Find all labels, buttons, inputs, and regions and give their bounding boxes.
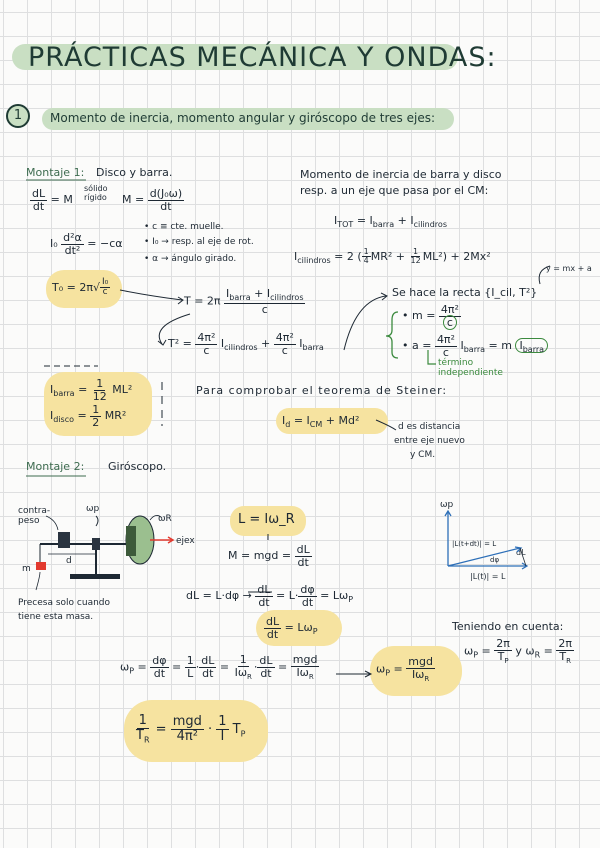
teniendo-text: Teniendo en cuenta: [452, 620, 564, 633]
eq-m: • m = $\frac{\text{4π²}}{c}$ [402, 303, 459, 329]
steiner-arrow [376, 420, 396, 430]
termino-text: término independiente [438, 358, 503, 378]
eq-final: $\frac{1}{T_R}$ = $\frac{\text{mgd}}{\text{4π²}}$ · $\frac{1}{I}$ $T_P$ [136, 713, 246, 745]
eq-motion: I₀ $\frac{\text{d²α}}{\text{dt²}}$ = −cα [50, 231, 123, 257]
momento-text-1: Momento de inercia de barra y disco [300, 168, 502, 181]
montaje2-label: Montaje 2: [26, 460, 85, 473]
vec-Lt-label: |L(t)| = L [470, 572, 506, 581]
label-contrapeso: contra-peso [18, 506, 51, 526]
section-heading: Momento de inercia, momento angular y giróscopo de tres ejes: [50, 111, 436, 125]
recta-note: y = mx + a [546, 264, 592, 273]
eq-rigid-right: M = $\frac{\text{d(J₀ω)}}{dt}$ [122, 187, 183, 213]
label-wp: ωp [86, 504, 100, 514]
eq-wp-chain: $\omega_P$ = $\frac{d\varphi}{dt}$ = $\frac{1}{L}$ · $\frac{dL}{dt}$ = $\frac{1}{I\omega_R}$ · $\frac{dL}{dt}$ = $\frac{\text{mgd}}{I\omega_R}$ [120, 653, 318, 681]
eq-Idisco: $I_{disco}$ = $\frac{1}{2}$ MR² [50, 403, 127, 429]
gyroscope-drawing [36, 515, 173, 590]
steiner-text: Para comprobar el teorema de Steiner: [196, 384, 448, 397]
rigid-note: sólido rígido [84, 184, 108, 202]
page-title: PRÁCTICAS MECÁNICA Y ONDAS: [28, 42, 497, 73]
eq-a: • a = $\frac{\text{4π²}}{c}$ $I_{barra} = m$ $I_{barra}$ [402, 334, 548, 358]
arrow-head-2 [158, 340, 166, 345]
momento-text-2: resp. a un eje que pasa por el CM: [300, 184, 489, 197]
vec-Ltdt-label: |L(t+dt)| = L [452, 540, 497, 548]
eq-Ibarra: $I_{barra}$ = $\frac{1}{12}$ ML² [50, 377, 133, 403]
steiner-note-2: entre eje nuevo [394, 436, 465, 446]
eq-Itot: $I_{TOT} = I_{barra} + I_{cilindros}$ [334, 214, 447, 230]
eq-Icil: $I_{cilindros} = 2$ ( $\frac{1}{4}$ MR² + $\frac{1}{12}$ ML²) + 2Mx² [294, 247, 491, 266]
arrow-T-T2 [159, 314, 190, 344]
montaje2-desc: Giróscopo. [108, 460, 167, 473]
eq-rigid-left: $\frac{dL}{dt}$ = M [32, 187, 73, 213]
arrow-recta-note [539, 266, 550, 284]
section-number: 1 [6, 104, 30, 128]
eq-T0: T₀ = 2π√ $\frac{\text{I₀}}{c}$ [52, 277, 109, 298]
vec-dL-label: dL [516, 548, 526, 557]
eq-wp: $\omega_P$ = $\frac{\text{mgd}}{I\omega_R}$ [376, 655, 433, 683]
recta-text: Se hace la recta {I_cil, T²} [392, 286, 538, 299]
eq-dLdt: $\frac{dL}{dt}$ = $L\omega_P$ [266, 615, 318, 641]
steiner-note-1: d es distancia [398, 422, 461, 432]
eq-periods: $\omega_P$ = $\frac{2\pi}{T_P}$ y $\omega_R$ = $\frac{2\pi}{T_R}$ [464, 637, 573, 665]
note-alpha: • α → ángulo girado. [144, 254, 237, 264]
label-wr: ωR [158, 514, 172, 524]
arrow-T0-T [120, 290, 182, 300]
brace [386, 312, 398, 358]
eq-Id: $I_d = I_{CM} + Md^2$ [282, 414, 360, 430]
label-m: m [22, 564, 31, 574]
eq-T2: T² = $\frac{\text{4π²}}{c}$ $I_{cilindros}$ + $\frac{\text{4π²}}{c}$ $I_{barra}$ [168, 331, 324, 357]
label-ejex: ejex [176, 536, 195, 546]
eq-T: T = 2π $\frac{I_{barra} + I_{cilindros}}{c}$ [184, 287, 304, 316]
eq-M: M = mgd = $\frac{dL}{dt}$ [228, 543, 310, 569]
note-I0: • I₀ → resp. al eje de rot. [144, 237, 254, 247]
precesa-2: tiene esta masa. [18, 612, 94, 622]
precesa-1: Precesa solo cuando [18, 598, 111, 608]
termino-connector [428, 350, 436, 364]
arrow-T2-recta [344, 296, 386, 350]
eq-L: L = Iω_R [238, 512, 295, 527]
arrow-head-1 [178, 297, 183, 304]
montaje1-label: Montaje 1: [26, 166, 85, 179]
vec-dphi-label: dφ [490, 556, 500, 564]
label-d: d [66, 556, 72, 566]
steiner-note-3: y CM. [410, 450, 436, 460]
note-c: • c ≡ cte. muelle. [144, 222, 224, 232]
montaje1-desc: Disco y barra. [96, 166, 173, 179]
vec-wp-label: ωp [440, 500, 454, 510]
eq-dL: dL = L·dφ → $\frac{dL}{dt}$ = L· $\frac{d\varphi}{dt}$ = $L\omega_P$ [186, 583, 354, 609]
vector-diagram [445, 511, 527, 569]
